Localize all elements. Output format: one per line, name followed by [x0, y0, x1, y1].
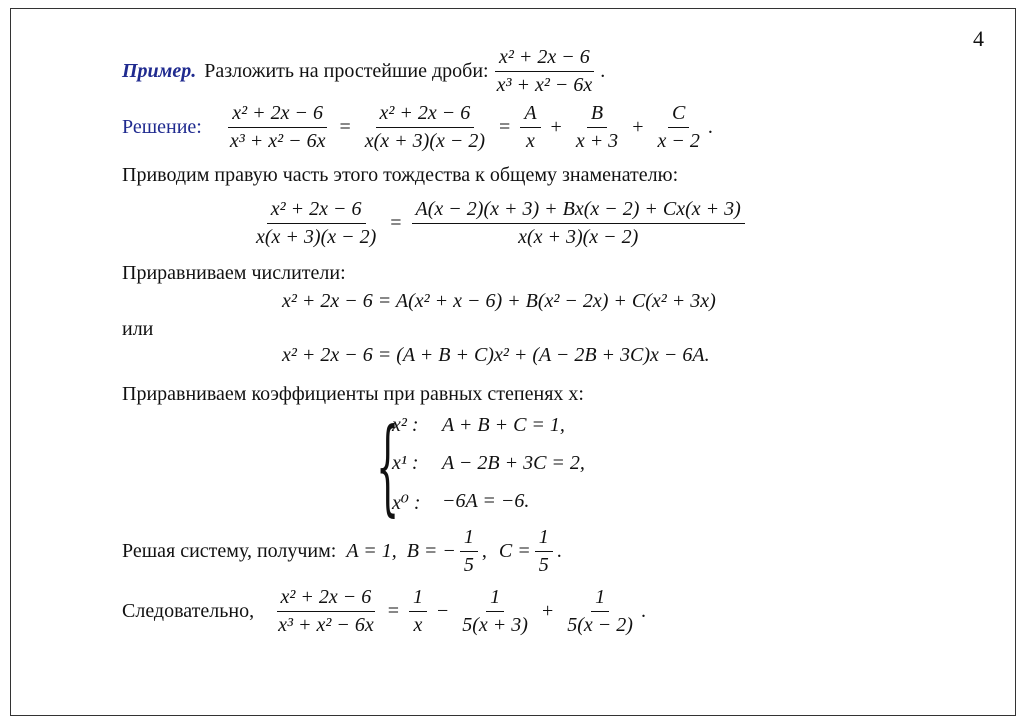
result-line — [122, 524, 562, 579]
solution-f2-den: x(x + 3)(x − 2) — [364, 130, 486, 152]
result-a: A = 1, — [346, 540, 397, 562]
solution-fraction-a — [520, 100, 540, 155]
system-row-3-key: x⁰ : — [392, 492, 421, 514]
solution-f2-num: x² + 2x − 6 — [376, 100, 475, 128]
result-b-num: 1 — [460, 524, 478, 552]
step1-right-num: A(x − 2)(x + 3) + Bx(x − 2) + Cx(x + 3) — [412, 196, 745, 224]
result-c-period: . — [556, 540, 562, 562]
final-eq: = — [387, 600, 399, 622]
final-left-den: x³ + x² − 6x — [278, 614, 374, 636]
system-row-2-eq: A − 2B + 3C = 2, — [442, 452, 585, 474]
step2-equation-2: x² + 2x − 6 = (A + B + C)x² + (A − 2B + 3C)x − 6A. — [282, 344, 710, 366]
step1-eq: = — [390, 212, 402, 234]
final-term-1 — [409, 584, 427, 639]
system-row-3-eq: −6A = −6. — [442, 490, 530, 512]
solution-fraction-2 — [361, 100, 489, 155]
example-heading: Пример. — [122, 60, 197, 82]
solution-plus-1: + — [550, 116, 562, 138]
final-term-3 — [563, 584, 637, 639]
result-b-lhs: B = − — [406, 540, 456, 562]
result-b-comma: , — [481, 540, 487, 562]
result-c-den: 5 — [538, 554, 549, 576]
solution-c-num: C — [668, 100, 689, 128]
step3-text: Приравниваем коэффициенты при равных степенях x: — [122, 383, 584, 405]
solution-a-num: A — [520, 100, 540, 128]
step1-equation — [248, 196, 749, 251]
system-row-2 — [392, 452, 585, 475]
example-task: Разложить на простейшие дроби: — [204, 60, 489, 82]
page-number: 4 — [973, 26, 984, 51]
example-period: . — [600, 60, 606, 82]
solution-eq-2: = — [499, 116, 511, 138]
final-minus: − — [436, 600, 449, 622]
solution-f1-num: x² + 2x − 6 — [228, 100, 327, 128]
result-c-lhs: C = — [498, 540, 531, 562]
step1-right-fraction — [412, 196, 745, 251]
final-left-num: x² + 2x − 6 — [277, 584, 376, 612]
result-b-fraction — [460, 524, 478, 579]
result-c-fraction — [535, 524, 553, 579]
solution-b-den: x + 3 — [575, 130, 619, 152]
final-term-2 — [458, 584, 532, 639]
step2-or: или — [122, 318, 154, 340]
example-fraction — [493, 44, 597, 99]
result-text: Решая систему, получим: — [122, 540, 337, 562]
final-period: . — [640, 600, 646, 622]
example-numerator: x² + 2x − 6 — [495, 44, 594, 72]
step1-left-den: x(x + 3)(x − 2) — [256, 226, 377, 248]
system-brace: { — [376, 405, 400, 527]
result-c-num: 1 — [535, 524, 553, 552]
system-row-1-eq: A + B + C = 1, — [442, 414, 565, 436]
final-left-fraction — [274, 584, 378, 639]
example-denominator: x³ + x² − 6x — [496, 74, 593, 96]
system-row-3 — [392, 490, 529, 515]
step1-right-den: x(x + 3)(x − 2) — [518, 226, 639, 248]
solution-fraction-b — [572, 100, 622, 155]
system-row-2-key: x¹ : — [392, 452, 419, 474]
final-t2-num: 1 — [486, 584, 504, 612]
step1-left-fraction — [252, 196, 380, 251]
step2-equation-1: x² + 2x − 6 = A(x² + x − 6) + B(x² − 2x) + C(x² + 3x) — [282, 290, 716, 312]
step2-text: Приравниваем числители: — [122, 262, 346, 284]
step1-text: Приводим правую часть этого тождества к общему знаменателю: — [122, 164, 679, 186]
result-b-den: 5 — [463, 554, 474, 576]
solution-a-den: x — [525, 130, 535, 152]
system-row-1-key: x² : — [392, 414, 419, 436]
solution-line — [122, 100, 713, 155]
solution-fraction-c — [653, 100, 703, 155]
example-line — [122, 44, 605, 99]
final-t3-den: 5(x − 2) — [567, 614, 633, 636]
solution-eq-1: = — [339, 116, 351, 138]
solution-c-den: x − 2 — [657, 130, 700, 152]
solution-period: . — [707, 116, 713, 138]
final-t3-num: 1 — [591, 584, 609, 612]
solution-label: Решение: — [122, 116, 202, 138]
final-plus: + — [541, 600, 554, 622]
solution-plus-2: + — [632, 116, 644, 138]
solution-fraction-1 — [226, 100, 330, 155]
final-line — [122, 584, 646, 639]
solution-f1-den: x³ + x² − 6x — [229, 130, 326, 152]
final-text: Следовательно, — [122, 600, 255, 622]
final-t2-den: 5(x + 3) — [462, 614, 528, 636]
final-t1-num: 1 — [409, 584, 427, 612]
step1-left-num: x² + 2x − 6 — [267, 196, 366, 224]
system-row-1 — [392, 414, 565, 437]
solution-b-num: B — [587, 100, 607, 128]
final-t1-den: x — [413, 614, 423, 636]
